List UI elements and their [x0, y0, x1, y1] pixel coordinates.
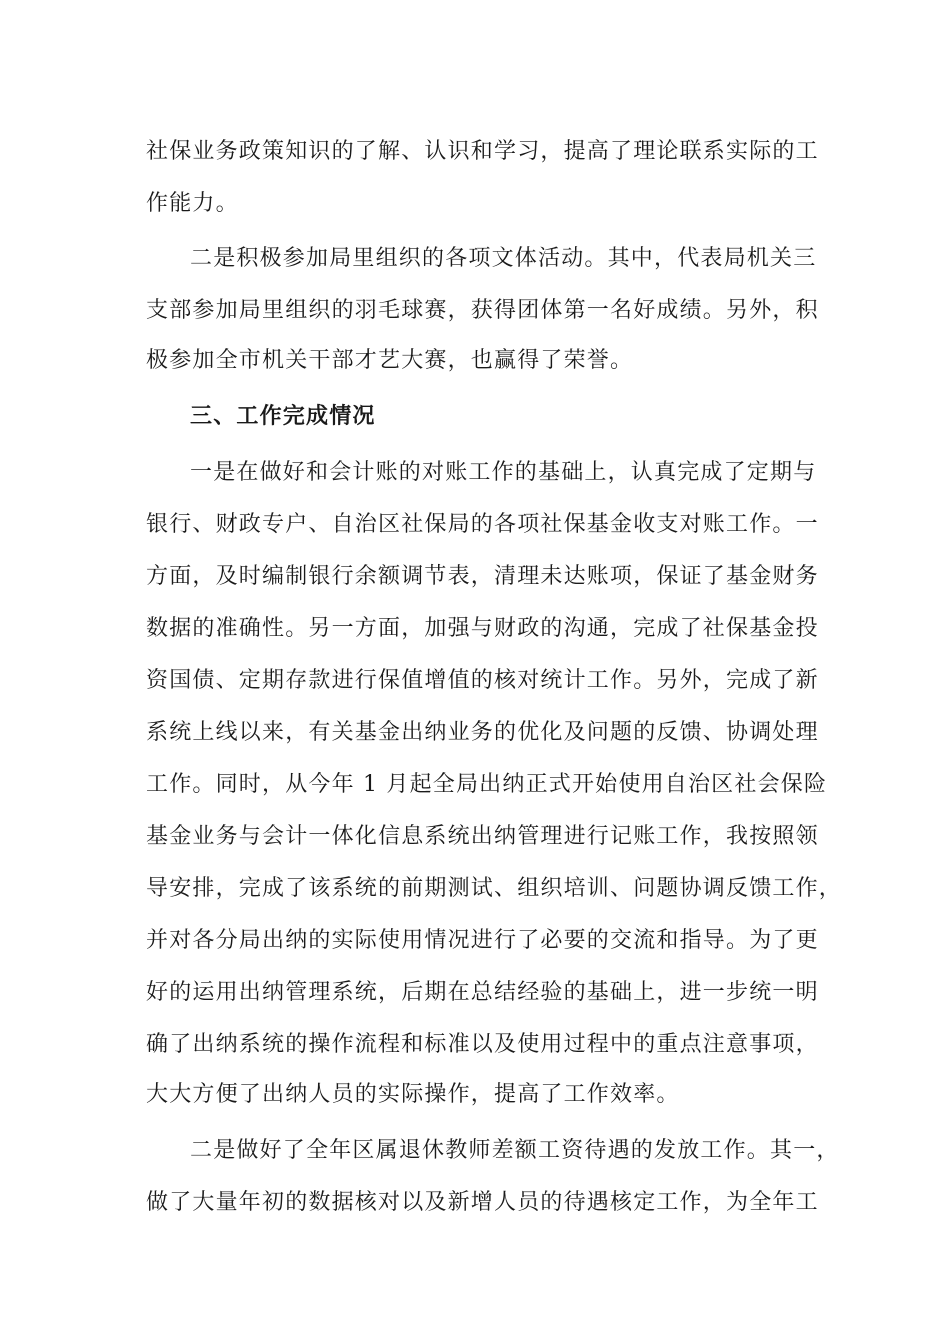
paragraph-line: 工作。同时，从今年 1 月起全局出纳正式开始使用自治区社会保险: [146, 772, 828, 797]
paragraph-line: 一是在做好和会计账的对账工作的基础上，认真完成了定期与: [190, 460, 817, 485]
paragraph-line: 资国债、定期存款进行保值增值的核对统计工作。另外，完成了新: [146, 668, 819, 693]
paragraph-line: 二是做好了全年区属退休教师差额工资待遇的发放工作。其一，: [190, 1138, 840, 1163]
paragraph-line: 基金业务与会计一体化信息系统出纳管理进行记账工作，我按照领: [146, 824, 819, 849]
paragraph-line: 极参加全市机关干部才艺大赛，也赢得了荣誉。: [146, 348, 634, 373]
paragraph-line: 确了出纳系统的操作流程和标准以及使用过程中的重点注意事项，: [146, 1032, 819, 1057]
paragraph-line: 数据的准确性。另一方面，加强与财政的沟通，完成了社保基金投: [146, 616, 819, 641]
section-heading: 三、工作完成情况: [190, 403, 376, 429]
paragraph-line: 好的运用出纳管理系统，后期在总结经验的基础上，进一步统一明: [146, 980, 819, 1005]
paragraph-line: 支部参加局里组织的羽毛球赛，获得团体第一名好成绩。另外，积: [146, 298, 819, 323]
paragraph-line: 银行、财政专户、自治区社保局的各项社保基金收支对账工作。一: [146, 512, 819, 537]
paragraph-line: 做了大量年初的数据核对以及新增人员的待遇核定工作，为全年工: [146, 1190, 819, 1215]
paragraph-line: 作能力。: [146, 191, 239, 216]
paragraph-line: 方面，及时编制银行余额调节表，清理未达账项，保证了基金财务: [146, 564, 819, 589]
paragraph-line: 社保业务政策知识的了解、认识和学习，提高了理论联系实际的工: [146, 139, 819, 164]
paragraph-line: 二是积极参加局里组织的各项文体活动。其中，代表局机关三: [190, 246, 817, 271]
paragraph-line: 系统上线以来，有关基金出纳业务的优化及问题的反馈、协调处理: [146, 720, 819, 745]
paragraph-line: 大大方便了出纳人员的实际操作，提高了工作效率。: [146, 1082, 680, 1107]
paragraph-line: 并对各分局出纳的实际使用情况进行了必要的交流和指导。为了更: [146, 928, 819, 953]
paragraph-line: 导安排，完成了该系统的前期测试、组织培训、问题协调反馈工作，: [146, 876, 843, 901]
